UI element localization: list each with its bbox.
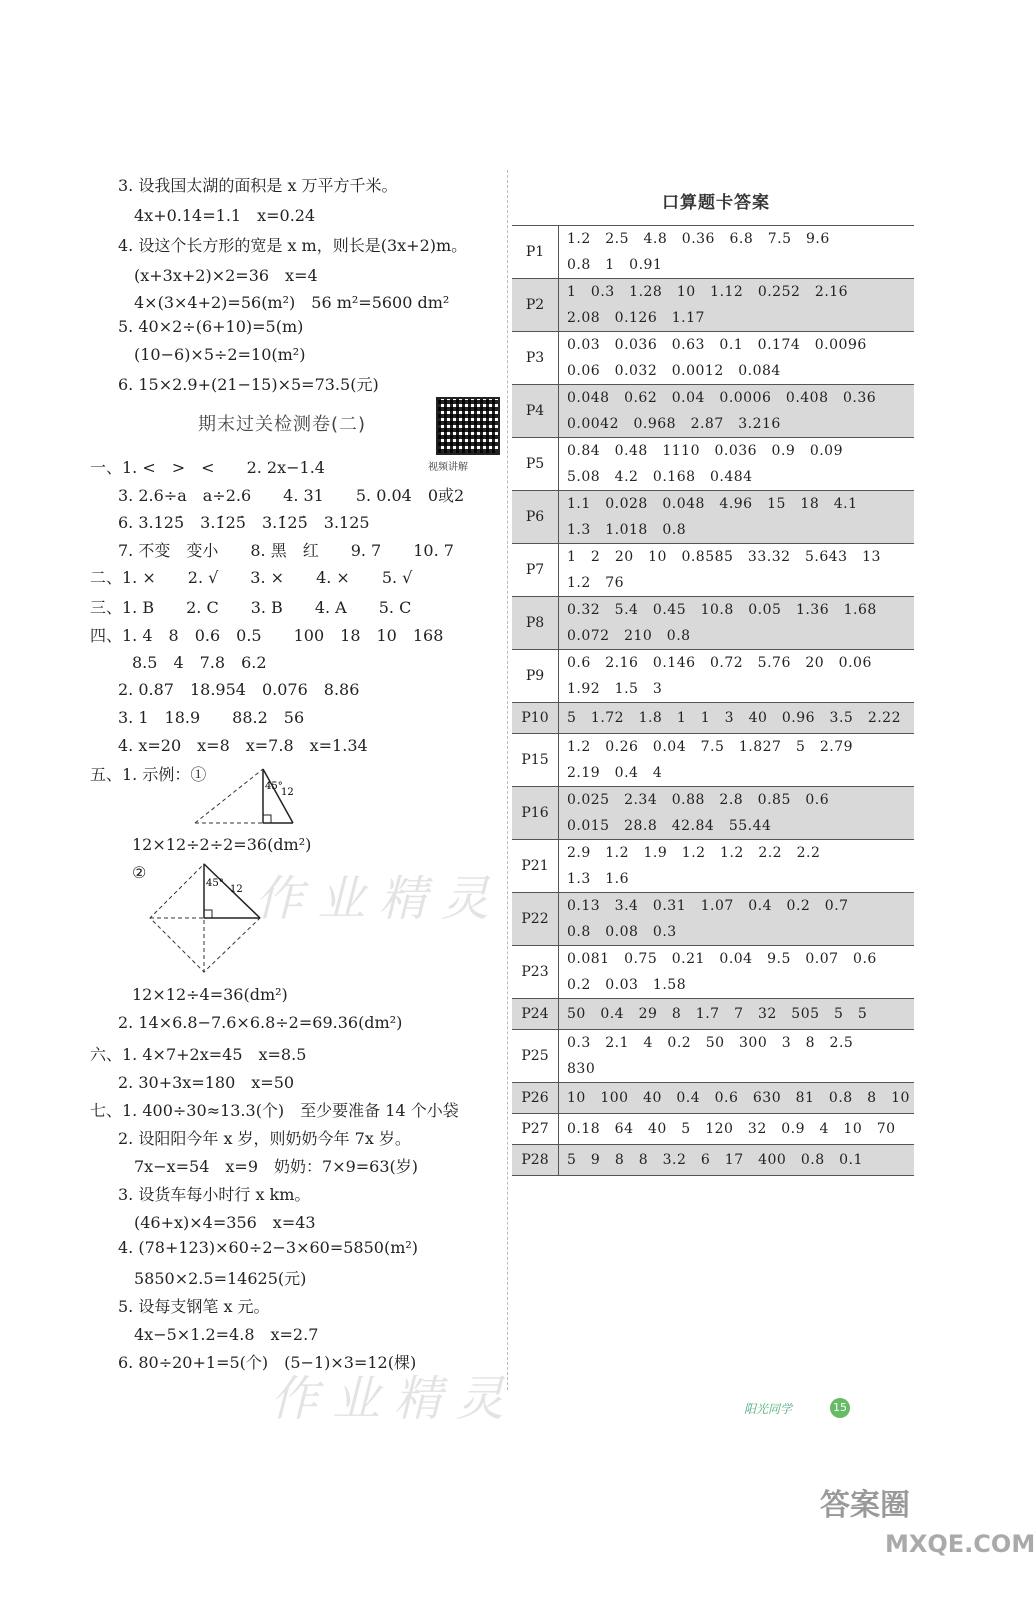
- answer-line: 0.84 0.48 1110 0.036 0.9 0.09: [567, 443, 843, 459]
- answer-line: 0.8 1 0.91: [567, 257, 663, 273]
- answer-line: 4x−5×1.2=4.8 x=2.7: [134, 1325, 319, 1344]
- answer-line: 830: [567, 1061, 596, 1077]
- answer-line: 3. 2.6÷a a÷2.6 4. 31 5. 0.04 0或2: [118, 486, 465, 505]
- site-logo: 答案圈: [820, 1488, 910, 1523]
- answer-values: [559, 1145, 915, 1176]
- answer-line: 三、1. B 2. C 3. B 4. A 5. C: [90, 598, 412, 617]
- answer-line: 0.015 28.8 42.84 55.44: [567, 818, 772, 834]
- page-label: P22: [512, 893, 559, 946]
- answer-values: [559, 279, 915, 332]
- page-label: P1: [512, 226, 559, 279]
- answer-line: (x+3x+2)×2=36 x=4: [134, 266, 318, 285]
- table-row: [512, 1114, 914, 1145]
- answer-values: [559, 385, 915, 438]
- answer-line: 1.2 76: [567, 575, 625, 591]
- answer-line: 6. 3.125̇ 3.1̇25̇ 3.1̇25̇ 3.125: [118, 513, 370, 532]
- angle-label: 45°: [265, 781, 283, 792]
- answer-line: 1.3 1.018 0.8: [567, 522, 687, 538]
- answer-line: 四、1. 4 8 0.6 0.5 100 18 10 168: [90, 626, 444, 645]
- answer-values: [559, 544, 915, 597]
- answer-line: 0.8 0.08 0.3: [567, 924, 677, 940]
- answer-line: 1 0.3 1.28 10 1.12 0.252 2.16: [567, 284, 849, 300]
- answer-line: 3. 设货车每小时行 x km。: [118, 1185, 311, 1204]
- answer-line: 3. 设我国太湖的面积是 x 万平方千米。: [118, 176, 398, 195]
- answer-line: 0.06 0.032 0.0012 0.084: [567, 363, 781, 379]
- table-row: [512, 385, 914, 438]
- answer-line: 5 9 8 8 3.2 6 17 400 0.8 0.1: [567, 1152, 863, 1168]
- answer-values: [559, 787, 915, 840]
- table-row: [512, 650, 914, 703]
- answer-line: 1 2 20 10 0.8585 33.32 5.643 13: [567, 549, 881, 565]
- answer-line: 2. 30+3x=180 x=50: [118, 1073, 295, 1092]
- answer-line: ②: [132, 863, 147, 882]
- answer-line: 五、1. 示例：①: [90, 765, 207, 784]
- answer-line: (46+x)×4=356 x=43: [134, 1213, 316, 1232]
- answer-line: 6. 15×2.9+(21−15)×5=73.5(元): [118, 375, 379, 394]
- answer-line: 0.072 210 0.8: [567, 628, 691, 644]
- table-row: [512, 1145, 914, 1176]
- page-label: P25: [512, 1030, 559, 1083]
- answer-line: 1.1 0.028 0.048 4.96 15 18 4.1: [567, 496, 858, 512]
- table-row: [512, 1030, 914, 1083]
- page-label: P26: [512, 1083, 559, 1114]
- answer-line: 0.6 2.16 0.146 0.72 5.76 20 0.06: [567, 655, 872, 671]
- answer-line: 0.048 0.62 0.04 0.0006 0.408 0.36: [567, 390, 877, 406]
- answer-line: 7x−x=54 x=9 奶奶：7×9=63(岁): [134, 1157, 419, 1176]
- answer-line: 七、1. 400÷30≈13.3(个) 至少要准备 14 个小袋: [90, 1101, 459, 1120]
- page-label: P5: [512, 438, 559, 491]
- answer-line: 6. 80÷20+1=5(个) (5−1)×3=12(棵): [118, 1353, 417, 1372]
- answer-line: 8.5 4 7.8 6.2: [132, 653, 267, 672]
- answer-line: 1.3 1.6: [567, 871, 630, 887]
- answer-line: 0.3 2.1 4 0.2 50 300 3 8 2.5: [567, 1035, 854, 1051]
- site-watermark: MXQE.COM: [885, 1530, 1035, 1558]
- answer-values: [559, 946, 915, 999]
- answer-line: 4. (78+123)×60÷2−3×60=5850(m²): [118, 1238, 419, 1257]
- page-label: P23: [512, 946, 559, 999]
- qr-label: 视频讲解: [428, 462, 468, 473]
- answer-line: 4x+0.14=1.1 x=0.24: [134, 206, 316, 225]
- section-title: 期末过关检测卷(二): [198, 414, 367, 435]
- page-number: 15: [830, 1398, 850, 1418]
- table-row: [512, 734, 914, 787]
- table-row: [512, 840, 914, 893]
- page-label: P24: [512, 999, 559, 1030]
- answer-values: [559, 1030, 915, 1083]
- answer-line: 5. 40×2÷(6+10)=5(m): [118, 317, 304, 336]
- page-label: P27: [512, 1114, 559, 1145]
- answer-line: 1.92 1.5 3: [567, 681, 663, 697]
- answer-values: [559, 438, 915, 491]
- answer-line: 2. 0.87 18.954 0.076 8.86: [118, 680, 360, 699]
- answer-line: 二、1. × 2. √ 3. × 4. × 5. √: [90, 568, 413, 587]
- table-row: [512, 703, 914, 734]
- angle-label: 45°: [206, 878, 224, 889]
- answer-line: (10−6)×5÷2=10(m²): [134, 345, 306, 364]
- page-label: P3: [512, 332, 559, 385]
- answer-line: 4. 设这个长方形的宽是 x m，则长是(3x+2)m。: [118, 236, 468, 255]
- table-row: [512, 544, 914, 597]
- answer-line: 0.025 2.34 0.88 2.8 0.85 0.6: [567, 792, 830, 808]
- column-divider: [507, 170, 508, 1390]
- answer-line: 5. 设每支钢笔 x 元。: [118, 1297, 270, 1316]
- answer-line: 2. 设阳阳今年 x 岁，则奶奶今年 7x 岁。: [118, 1129, 411, 1148]
- table-row: [512, 438, 914, 491]
- page-label: P8: [512, 597, 559, 650]
- answer-values: [559, 1083, 915, 1114]
- answer-line: 2.08 0.126 1.17: [567, 310, 705, 326]
- answer-values: [559, 703, 915, 734]
- answer-line: 0.13 3.4 0.31 1.07 0.4 0.2 0.7: [567, 898, 849, 914]
- answer-values: [559, 893, 915, 946]
- page-label: P16: [512, 787, 559, 840]
- qr-code-icon[interactable]: [436, 397, 500, 455]
- rhombus-figure-2: [148, 860, 268, 980]
- page-label: P21: [512, 840, 559, 893]
- answer-line: 5.08 4.2 0.168 0.484: [567, 469, 753, 485]
- table-row: [512, 279, 914, 332]
- page-label: P7: [512, 544, 559, 597]
- answer-line: 0.0042 0.968 2.87 3.216: [567, 416, 781, 432]
- page-label: P9: [512, 650, 559, 703]
- triangle-figure-1: [193, 765, 313, 835]
- brand-logo: 阳光同学: [744, 1402, 793, 1416]
- answer-line: 0.2 0.03 1.58: [567, 977, 687, 993]
- answer-line: 六、1. 4×7+2x=45 x=8.5: [90, 1045, 307, 1064]
- answer-values: [559, 226, 915, 279]
- answer-values: [559, 734, 915, 787]
- page-label: P4: [512, 385, 559, 438]
- table-row: [512, 226, 914, 279]
- answer-line: 7. 不变 变小 8. 黑 红 9. 7 10. 7: [118, 541, 454, 560]
- table-row: [512, 999, 914, 1030]
- page-label: P28: [512, 1145, 559, 1176]
- answer-line: 1.2 2.5 4.8 0.36 6.8 7.5 9.6: [567, 231, 830, 247]
- answer-line: 2. 14×6.8−7.6×6.8÷2=69.36(dm²): [118, 1013, 403, 1032]
- page-label: P10: [512, 703, 559, 734]
- oral-answer-table: [512, 225, 914, 1176]
- answer-line: 50 0.4 29 8 1.7 7 32 505 5 5: [567, 1006, 868, 1022]
- side-label: 12: [281, 787, 294, 798]
- answer-line: 3. 1 18.9 88.2 56: [118, 708, 305, 727]
- answer-line: 4×(3×4+2)=56(m²) 56 m²=5600 dm²: [134, 293, 450, 312]
- answer-line: 12×12÷4=36(dm²): [132, 985, 288, 1004]
- table-row: [512, 787, 914, 840]
- answer-line: 12×12÷2÷2=36(dm²): [132, 835, 312, 854]
- table-row: [512, 597, 914, 650]
- answer-values: [559, 840, 915, 893]
- answer-values: [559, 332, 915, 385]
- watermark: 作业精灵: [270, 1371, 519, 1427]
- answer-line: 10 100 40 0.4 0.6 630 81 0.8 8 10: [567, 1090, 910, 1106]
- answer-values: [559, 1114, 915, 1145]
- answer-values: [559, 597, 915, 650]
- table-row: [512, 946, 914, 999]
- answer-line: 2.9 1.2 1.9 1.2 1.2 2.2 2.2: [567, 845, 821, 861]
- table-row: [512, 491, 914, 544]
- answer-line: 5 1.72 1.8 1 1 3 40 0.96 3.5 2.22: [567, 710, 901, 726]
- answer-values: [559, 491, 915, 544]
- answer-values: [559, 650, 915, 703]
- side-label: 12: [230, 884, 243, 895]
- page-label: P2: [512, 279, 559, 332]
- answer-line: 0.081 0.75 0.21 0.04 9.5 0.07 0.6: [567, 951, 877, 967]
- answer-line: 0.03 0.036 0.63 0.1 0.174 0.0096: [567, 337, 867, 353]
- page-label: P15: [512, 734, 559, 787]
- answer-values: [559, 999, 915, 1030]
- table-row: [512, 1083, 914, 1114]
- table-row: [512, 332, 914, 385]
- page-label: P6: [512, 491, 559, 544]
- watermark: 作业精灵: [255, 871, 504, 927]
- table-row: [512, 893, 914, 946]
- answer-table-title: 口算题卡答案: [662, 193, 770, 213]
- answer-line: 0.18 64 40 5 120 32 0.9 4 10 70: [567, 1121, 896, 1137]
- answer-line: 1.2 0.26 0.04 7.5 1.827 5 2.79: [567, 739, 854, 755]
- answer-line: 一、1. < > < 2. 2x−1.4: [90, 458, 325, 477]
- answer-line: 2.19 0.4 4: [567, 765, 663, 781]
- answer-line: 4. x=20 x=8 x=7.8 x=1.34: [118, 736, 368, 755]
- answer-line: 5850×2.5=14625(元): [134, 1269, 307, 1288]
- answer-line: 0.32 5.4 0.45 10.8 0.05 1.36 1.68: [567, 602, 877, 618]
